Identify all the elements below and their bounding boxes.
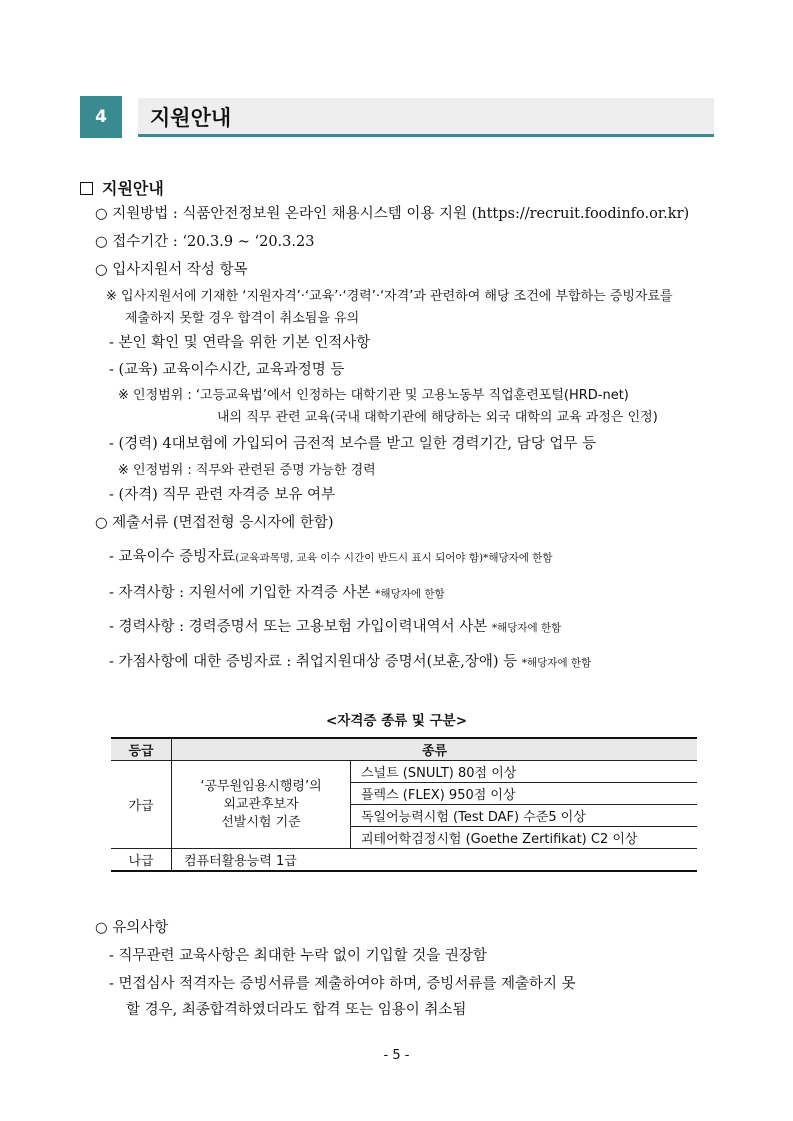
submit-education-text: - 교육이수 증빙자료 — [109, 549, 236, 565]
caution-2b: 할 경우, 최종합격하였더라도 합격 또는 임용이 취소됨 — [126, 1002, 467, 1018]
grade-b-desc-cell: 컴퓨터활용능력 1급 — [172, 849, 698, 872]
item-submit: ○ 제출서류 (면접전형 응시자에 한함) — [95, 515, 334, 531]
header-type: 종류 — [172, 738, 698, 761]
grade-a-item: 플렉스 (FLEX) 950점 이상 — [351, 783, 698, 805]
page-number: - 5 - — [383, 1048, 410, 1063]
certificate-table — [111, 737, 697, 872]
header-grade: 등급 — [111, 738, 172, 761]
caution-title: ○ 유의사항 — [95, 920, 169, 936]
submit-education — [109, 545, 553, 566]
caution-1: - 직무관련 교육사항은 최대한 누락 없이 기입할 것을 권장함 — [109, 948, 487, 964]
submit-bonus — [109, 650, 591, 671]
submit-education-note: (교육과목명, 교육 이수 시간이 반드시 표시 되어야 함)*해당자에 한함 — [235, 552, 553, 564]
submit-career-text: - 경력사항 : 경력증명서 또는 고용보험 가입이력내역서 사본 — [109, 619, 488, 635]
grade-a-item: 독일어능력시험 (Test DAF) 수준5 이상 — [351, 805, 698, 827]
table-row — [111, 849, 697, 872]
item-form: ○ 입사지원서 작성 항목 — [95, 262, 248, 278]
section-title: 지원안내 — [150, 106, 232, 130]
checkbox-icon — [80, 182, 93, 195]
detail-education: - (교육) 교육이수시간, 교육과정명 등 — [109, 362, 345, 378]
note-form-1: ※ 입사지원서에 기재한 ‘지원자격’·‘교육’·‘경력’·‘자격’과 관련하여 해당 조건에 부합하는 증빙자료를 — [106, 289, 673, 304]
grade-a-desc-line: 외교관후보자 — [223, 796, 299, 812]
item-period: ○ 접수기간 : ‘20.3.9 ~ ‘20.3.23 — [95, 234, 315, 250]
submit-license-note: *해당자에 한함 — [375, 588, 445, 600]
grade-a-item: 괴테어학검정시험 (Goethe Zertifikat) C2 이상 — [351, 827, 698, 849]
table-row — [111, 761, 697, 783]
grade-a-desc-cell — [172, 761, 351, 849]
caution-2a: - 면접심사 적격자는 증빙서류를 제출하여야 하며, 증빙서류를 제출하지 못 — [109, 976, 576, 992]
submit-license-text: - 자격사항 : 지원서에 기입한 자격증 사본 — [109, 585, 371, 601]
grade-b-cell: 나급 — [111, 849, 172, 872]
subheading — [80, 176, 164, 199]
submit-bonus-note: *해당자에 한함 — [521, 657, 592, 669]
table-caption: <자격증 종류 및 구분> — [325, 713, 468, 729]
grade-a-cell: 가급 — [111, 761, 172, 849]
submit-license — [109, 581, 445, 602]
note-education-2: 내의 직무 관련 교육(국내 대학기관에 해당하는 외국 대학의 교육 과정은 인정) — [217, 410, 658, 425]
grade-a-item: 스널트 (SNULT) 80점 이상 — [351, 761, 698, 783]
grade-a-desc-line: ‘공무원임용시행령’의 — [200, 778, 322, 794]
detail-personal: - 본인 확인 및 연락을 위한 기본 인적사항 — [109, 335, 371, 351]
submit-career-note: *해당자에 한함 — [491, 622, 562, 634]
submit-career — [109, 615, 561, 636]
subheading-text: 지원안내 — [102, 179, 164, 198]
note-education-1: ※ 인정범위 : ‘고등교육법’에서 인정하는 대학기관 및 고용노동부 직업훈련포털(HRD-net) — [118, 388, 629, 403]
note-form-2: 제출하지 못할 경우 합격이 취소됨을 유의 — [125, 311, 360, 326]
grade-a-desc-line: 선발시험 기준 — [221, 814, 301, 830]
note-career: ※ 인정범위 : 직무와 관련된 증명 가능한 경력 — [118, 463, 376, 478]
item-method: ○ 지원방법 : 식품안전정보원 온라인 채용시스템 이용 지원 (https://recruit.foodinfo.or.kr) — [95, 206, 690, 222]
section-underline — [138, 134, 714, 137]
submit-bonus-text: - 가점사항에 대한 증빙자료 : 취업지원대상 증명서(보훈,장애) 등 — [109, 654, 518, 670]
detail-career: - (경력) 4대보험에 가입되어 금전적 보수를 받고 일한 경력기간, 담당 업무 등 — [109, 436, 596, 452]
table-header-row — [111, 738, 697, 761]
detail-license: - (자격) 직무 관련 자격증 보유 여부 — [109, 487, 335, 503]
section-number-badge: 4 — [80, 96, 122, 138]
